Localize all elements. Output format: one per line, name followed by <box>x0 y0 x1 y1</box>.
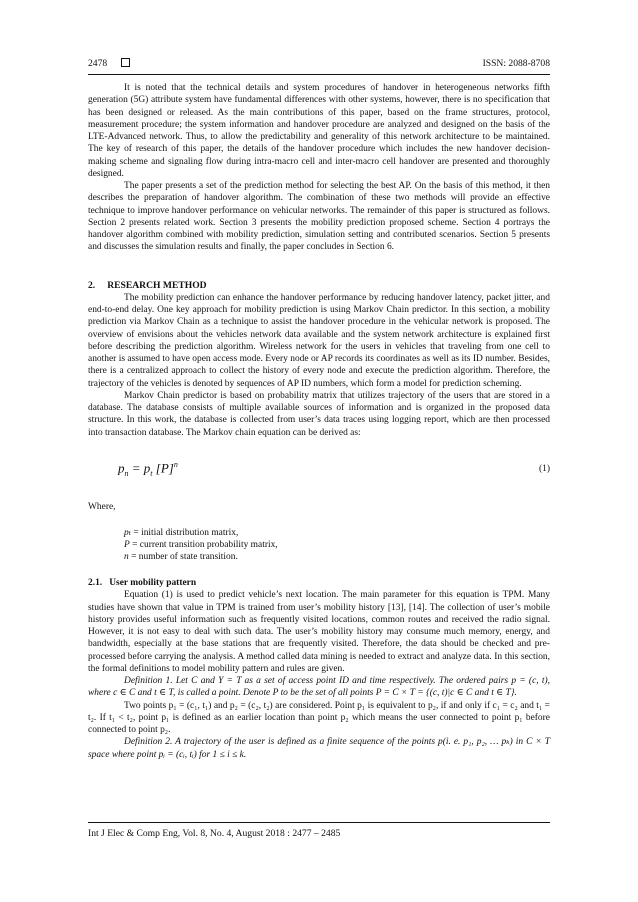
section-heading: 2. RESEARCH METHOD <box>88 279 207 291</box>
journal-citation: Int J Elec & Comp Eng, Vol. 8, No. 4, August 2018 : 2477 – 2485 <box>88 828 341 839</box>
definition-1: Definition 1. Let C and Y = T as a set of access point ID and time respectively. The ordered pairs p = (c, t), where c ∈ C and t ∈ T, is called a point. Denote P to be the set of all points P = C × T = {(c, t)|c ∈ C and t ∈ T}. <box>88 676 550 699</box>
page-body <box>88 82 550 761</box>
definition-row: P = current transition probability matrix, <box>124 540 278 550</box>
equation-expression: $p_n = p_t$ $[P]^n$ <box>118 459 178 478</box>
intro-paragraph-2: The paper presents a set of the prediction method for selecting the best AP. On the basis of this method, it then describes the preparation of handover algorithm. The combination of these two methods will provide an effective technique to improve handover performance on vehicular networks. The remainder of this paper is structured as follows. Section 2 presents related work. Section 3 presents the mobility prediction proposed scheme. Section 4 portrays the handover algorithm combined with mobility prediction, simulation setting and contributed scenarios. Section 5 presents and discusses the simulation results and finally, the paper concludes in Section 6. <box>88 181 550 253</box>
subsection-paragraph-1: Equation (1) is used to predict vehicle’s next location. The main parameter for this equation is TPM. Many studies have shown that value in TPM is trained from user’s mobility history [13], [14]. The collection of user’s mobile history provides useful information such as frequently visited locations, common routes and received the radio signal. However, it is not easy to deal with such data. The user’s mobility history may consume much memory, energy, and bandwidth, especially at the base stations that are frequently visited. Therefore, the data should be checked and pre-processed before carrying the analysis. A method called data mining is needed to extract and analyze data. In this section, the formal definitions to model mobility pattern and rules are given. <box>88 590 550 674</box>
header-left <box>88 58 130 70</box>
equation-number: (1) <box>538 463 550 474</box>
symbol-definitions <box>124 527 550 563</box>
definition-row: n = number of state transition. <box>124 552 238 562</box>
section-spacer <box>88 254 550 280</box>
page-number: 2478 <box>88 58 108 69</box>
intro-paragraph-1: It is noted that the technical details and system procedures of handover in heterogeneous networks fifth generation (5G) attribute system have fundamental differences with other systems, however, there is no specification that has been designed or released. As the main contributions of this paper, based on the frame structures, protocol, measurement procedure; the system information and handover procedure are analyzed and designed on the basis of the LTE-Advanced network. Thus, to allow the predictability and generality of this network architecture to be maintained. The key of research of this paper, the details of the handover procedure which includes the new handover decision-making scheme and signaling flow during intra-macro cell and inter-macro cell handover are presented and thoroughly designed. <box>88 83 550 179</box>
section2-paragraph-2: Markov Chain predictor is based on probability matrix that utilizes trajectory of the users that are stored in a database. The database consists of multiple available sources of information and is organized in the proposed data structure. In this work, the database is collected from user’s data traces using logging report, which are then processed into transaction database. The Markov chain equation can be derived as: <box>88 390 550 438</box>
definition-2: Definition 2. A trajectory of the user is defined as a finite sequence of the points p(i. e. p₁, p₂, … pₖ) in C × T space where point pᵢ = (cᵢ, tᵢ) for 1 ≤ i ≤ k. <box>88 737 550 760</box>
subsection-2-1 <box>88 577 550 761</box>
subsection-paragraph-2: Two points p₁ = (c₁, t₁) and p₂ = (c₂, t₂) are considered. Point p₁ is equivalent to p₂, if and only if c₁ = c₂ and t₁ = t₂. If t₁ < t₂, point p₁ is defined as an earlier location than point p₂ which means the user connected to point p₁ before connected to point p₂. <box>88 700 550 735</box>
header-rule <box>88 74 550 75</box>
section2-paragraph-1: The mobility prediction can enhance the handover performance by reducing handover latency, packet jitter, and end-to-end delay. One key approach for mobility prediction is using Markov Chain predictor. In this section, a mobility prediction via Markov Chain as a technique to assist the handover procedure in the vehicular network is proposed. The overview of envisions about the vehicles network data available and the system network architecture is explained first before describing the prediction algorithm. Wireless network for the users in vehicles that traveling from one cell to another is assumed to have open access mode. Every node or AP records its coordinates as well as its ID number. Besides, there is a centralized approach to collect the history of every node and execute the prediction algorithm. Therefore, the trajectory of the vehicles is denoted by sequences of AP ID numbers, which form a model for prediction scheming. <box>88 292 550 389</box>
checkbox-square-icon <box>121 58 130 67</box>
footer-rule <box>88 822 550 823</box>
subsection-heading: 2.1. User mobility pattern <box>88 578 197 588</box>
issn: ISSN: 2088-8708 <box>482 58 550 69</box>
where-label: Where, <box>88 501 116 512</box>
definition-row: pₜ = initial distribution matrix, <box>124 528 239 538</box>
equation-1 <box>88 451 550 491</box>
